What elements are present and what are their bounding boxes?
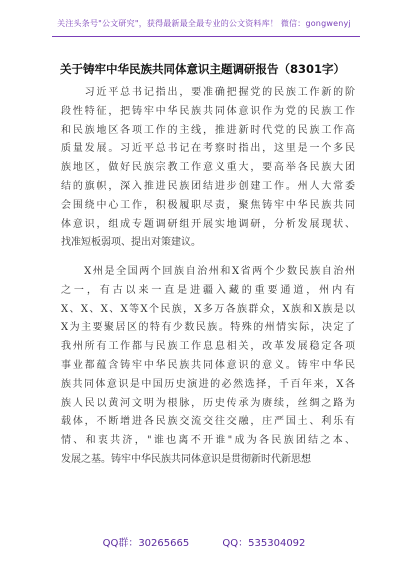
paragraph-line: 族地区，做好民族宗教工作意义重大，要高举各民族大团 <box>61 162 355 174</box>
paragraph-line: X、X、X、X等X个民族，X多万各族群众，X族和X族是以 <box>61 303 355 315</box>
paragraph-line: 族人民以黄河文明为根脉，历史传承为赓续，丝绸之路为 <box>61 397 355 409</box>
paragraph-line: 族共同体意识是中国历史演进的必然选择，千百年来，X各 <box>61 378 355 390</box>
paragraph-line: 段性特征，把铸牢中华民族共同体意识作为党的民族工作 <box>61 105 355 117</box>
paragraph-line: 找准短板弱项、提出对策建议。 <box>61 237 201 249</box>
page-footer <box>0 534 408 549</box>
paragraph-line: 质量发展。习近平总书记在考察时指出，这里是一个多民 <box>61 143 355 155</box>
paragraph-line: 体意识，组成专题调研组开展实地调研，分析发展现状、 <box>61 218 355 230</box>
paragraph-line: 发展之基。铸牢中华民族共同体意识是贯彻新时代新思想 <box>61 453 311 465</box>
paragraph-line: X州是全国两个回族自治州和X省两个少数民族自治州 <box>61 266 355 277</box>
paragraph-line: 会围绕中心工作，积极履职尽责，聚焦铸牢中华民族共同 <box>61 199 355 211</box>
footer-qq-group: QQ群：30265665 <box>102 538 190 549</box>
paragraph-line: X为主要聚居区的特有少数民族。特殊的州情实际，决定了 <box>61 322 355 334</box>
paragraph-line: 我州所有工作都与民族工作息息相关，改革发展稳定各项 <box>61 341 355 353</box>
paragraph-line: 结的旗帜，深入推进民族团结进步创建工作。州人大常委 <box>61 180 355 192</box>
paragraph-line: 和民族地区各项工作的主线，推进新时代党的民族工作高 <box>61 124 355 136</box>
paragraph-line: 载体，不断增进各民族交流交往交融，庄严国土、利乐有 <box>61 416 355 428</box>
paragraph-2 <box>61 263 355 470</box>
paragraph-1 <box>61 84 355 253</box>
document-title: 关于铸牢中华民族共同体意识主题调研报告（8301字） <box>60 62 346 76</box>
footer-qq: QQ：535304092 <box>222 538 306 549</box>
paragraph-line: 之一，有古以来一直是进疆入藏的重要通道，州内有 <box>61 284 355 296</box>
paragraph-line: 习近平总书记指出，要准确把握党的民族工作新的阶 <box>61 87 355 98</box>
paragraph-line: 情、和衷共济，"谁也离不开谁"成为各民族团结之本、 <box>61 435 355 447</box>
paragraph-line: 事业都蕴含铸牢中华民族共同体意识的意义。铸牢中华民 <box>61 359 355 371</box>
page-header-banner: 关注头条号"公文研究"，获得最新最全最专业的公文资料库！ 微信：gongwenyj <box>57 19 351 28</box>
header-divider <box>52 36 360 37</box>
